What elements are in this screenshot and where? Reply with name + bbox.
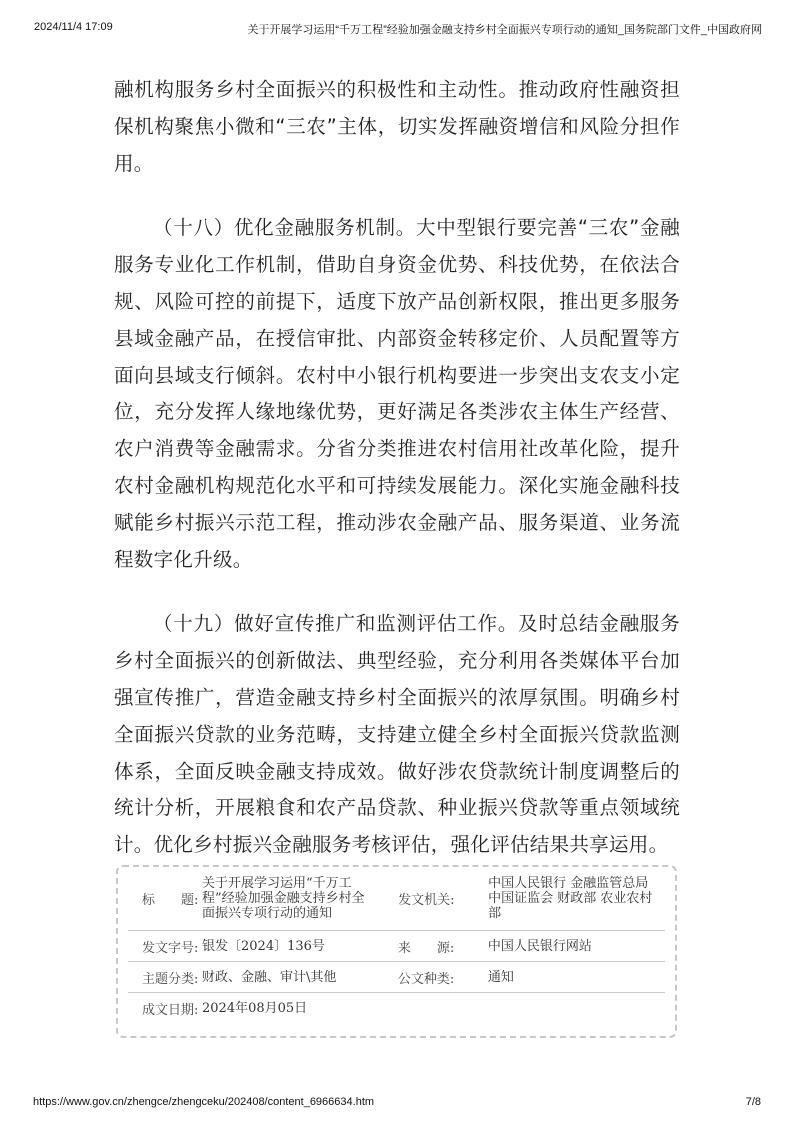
source-value: 中国人民银行网站 [487, 938, 592, 954]
type-value: 通知 [487, 969, 514, 985]
topic-label: 主题分类: [142, 971, 199, 987]
date-label: 成文日期: [142, 1002, 199, 1018]
print-doc-title: 关于开展学习运用“千万工程”经验加强金融支持乡村全面振兴专项行动的通知_国务院部门文件_中国政府网 [247, 24, 762, 36]
source-label: 来 源: [397, 940, 455, 956]
print-datetime: 2024/11/4 17:09 [34, 21, 113, 33]
info-row-date [128, 993, 665, 1023]
paragraph: 融机构服务乡村全面振兴的积极性和主动性。推动政府性融资担保机构聚焦小微和“三农”主体，切实发挥融资增信和风险分担作用。 [114, 78, 680, 175]
document-info-table [116, 865, 677, 1038]
print-header [0, 0, 794, 36]
info-row-title-issuer [128, 867, 665, 931]
docno-label: 发文字号: [142, 940, 199, 956]
topic-value: 财政、金融、审计\其他 [202, 969, 337, 985]
paragraph: （十八）优化金融服务机制。大中型银行要完善“三农”金融服务专业化工作机制，借助自身资金优势、科技优势，在依法合规、风险可控的前提下，适度下放产品创新权限，推出更多服务县域金融产品，在授信审批、内部资金转移定价、人员配置等方面向县域支行倾斜。农村中小银行机构要进一步突出支农支小定位，充分发挥人缘地缘优势，更好满足各类涉农主体生产经营、农户消费等金融需求。分省分类推进农村信用社改革化险，提升农村金融机构规范化水平和可持续发展能力。深化实施金融科技赋能乡村振兴示范工程，推动涉农金融产品、服务渠道、业务流程数字化升级。 [114, 216, 680, 571]
docno-value: 银发〔2024〕136号 [202, 938, 325, 954]
issuer-value: 中国人民银行 金融监管总局 中国证监会 财政部 农业农村部 [488, 876, 653, 921]
info-row-topic-type [128, 962, 665, 993]
title-label: 标 题: [142, 893, 199, 908]
article-body [114, 72, 680, 864]
page-url: https://www.gov.cn/zhengce/zhengceku/202408/content_6966634.htm [33, 1096, 375, 1108]
info-row-docno-source [128, 931, 665, 962]
issuer-label: 发文机关: [398, 893, 455, 908]
paragraph: （十九）做好宣传推广和监测评估工作。及时总结金融服务乡村全面振兴的创新做法、典型经验，充分利用各类媒体平台加强宣传推广，营造金融支持乡村全面振兴的浓厚氛围。明确乡村全面振兴贷款的业务范畴，支持建立健全乡村全面振兴贷款监测体系，全面反映金融支持成效。做好涉农贷款统计制度调整后的统计分析，开展粮食和农产品贷款、种业振兴贷款等重点领域统计。优化乡村振兴金融服务考核评估，强化评估结果共享运用。 [114, 612, 680, 857]
title-value: 关于开展学习运用“千万工程”经验加强金融支持乡村全面振兴专项行动的通知 [202, 876, 365, 921]
page-number: 7/8 [745, 1096, 761, 1108]
type-label: 公文种类: [397, 971, 455, 987]
date-value: 2024年08月05日 [202, 1000, 308, 1016]
